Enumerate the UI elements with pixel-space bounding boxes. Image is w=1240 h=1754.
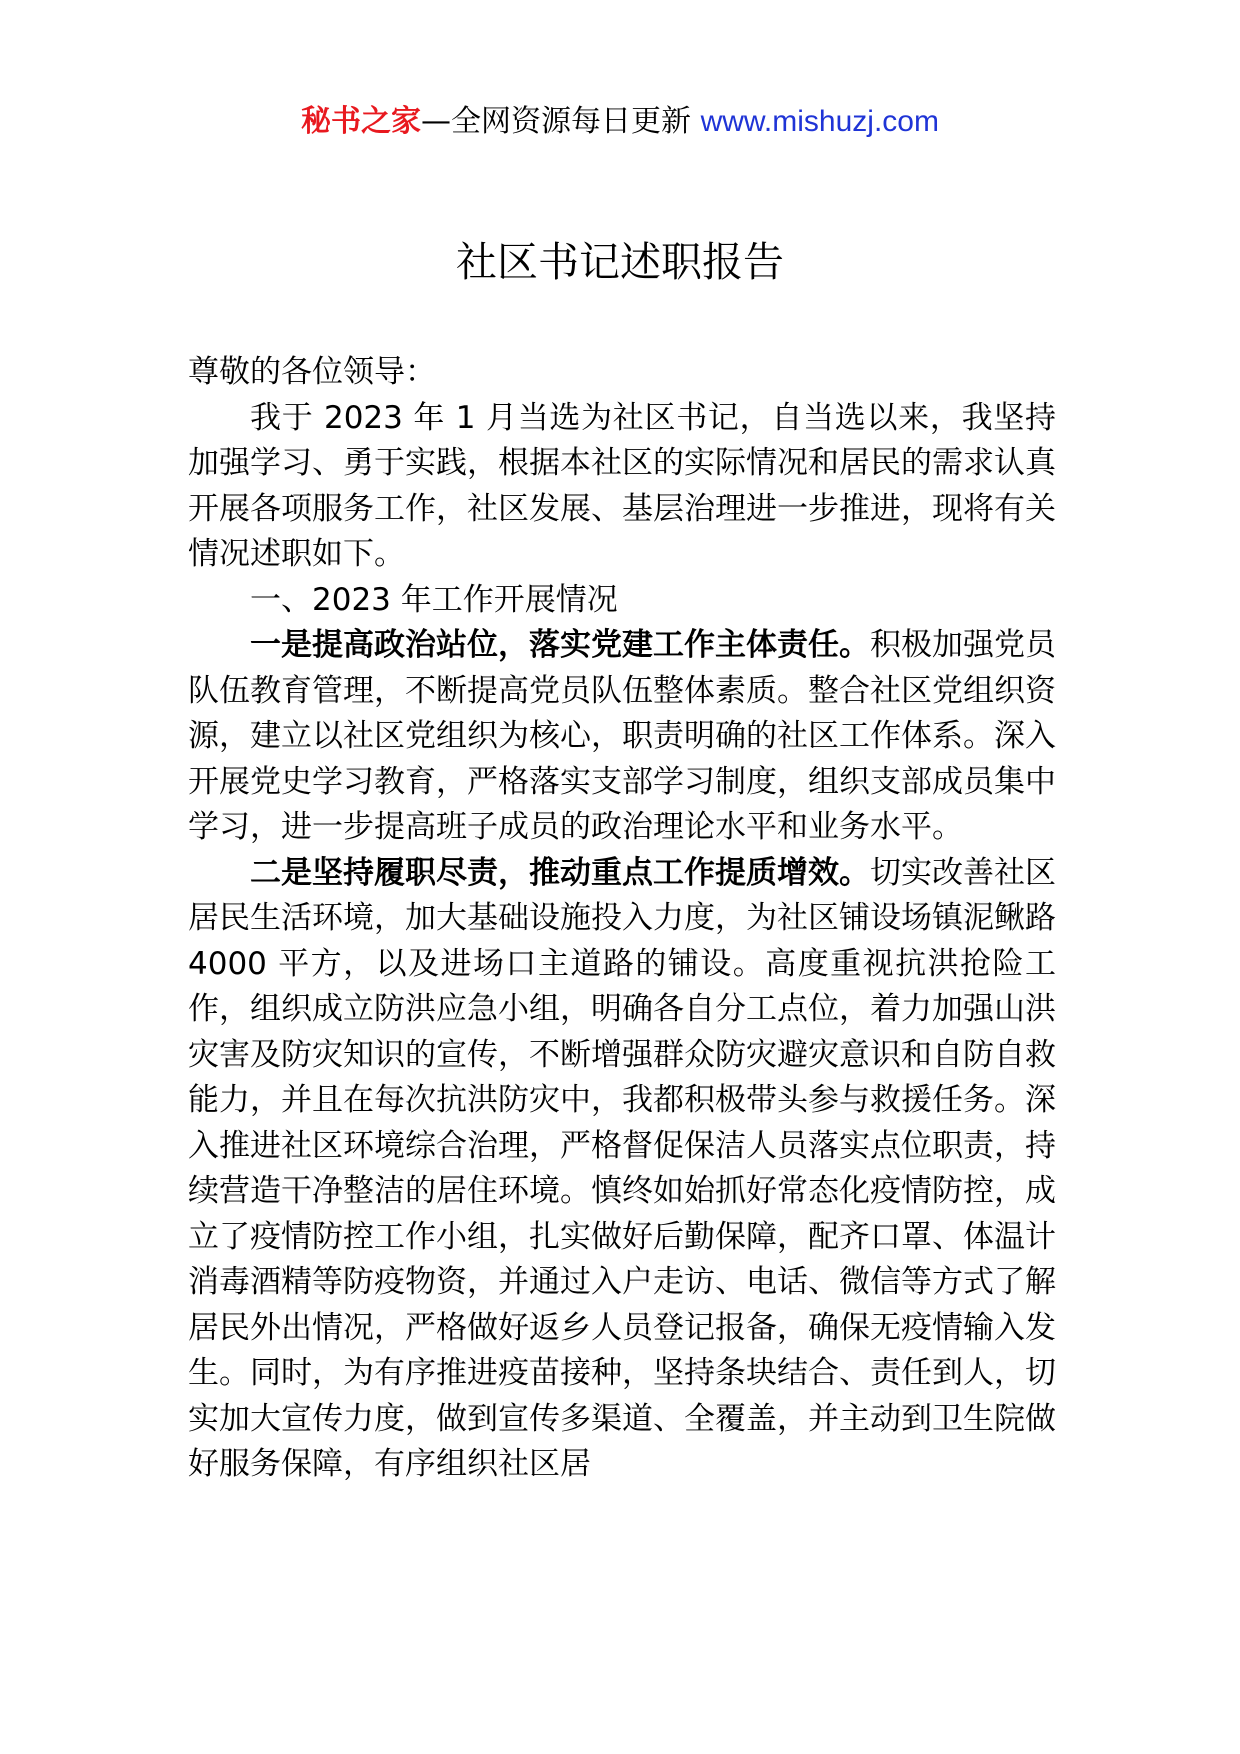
salutation: 尊敬的各位领导： — [188, 354, 436, 390]
intro-paragraph: 我于 2023 年 1 月当选为社区书记，自当选以来，我坚持加强学习、勇于实践，根据本社区的实际情况和居民的需求认真开展各项服务工作，社区发展、基层治理进一步推进，现将有关情况述职如下。 — [188, 399, 1056, 572]
section-heading: 一、2023 年工作开展情况 — [250, 581, 618, 618]
site-url-link[interactable]: www.mishuzj.com — [700, 105, 939, 138]
document-body — [188, 350, 1056, 1488]
site-header — [0, 100, 1240, 144]
point-two-paragraph — [188, 851, 1056, 1488]
brand-name: 秘书之家 — [301, 104, 422, 139]
point-one-lead: 一是提高政治站位，落实党建工作主体责任。 — [250, 627, 870, 663]
document-title: 社区书记述职报告 — [456, 238, 784, 286]
point-two-lead: 二是坚持履职尽责，推动重点工作提质增效。 — [250, 854, 870, 891]
point-one-paragraph — [188, 623, 1056, 851]
point-one-body: 积极加强党员队伍教育管理，不断提高党员队伍整体素质。整合社区党组织资源，建立以社区党组织为核心，职责明确的社区工作体系。深入开展党史学习教育，严格落实支部学习制度，组织支部成员集中学习，进一步提高班子成员的政治理论水平和业务水平。 — [188, 627, 1056, 845]
header-slogan: —全网资源每日更新 — [421, 104, 701, 139]
point-two-body: 切实改善社区居民生活环境，加大基础设施投入力度，为社区铺设场镇泥鳅路 4000 平方，以及进场口主道路的铺设。高度重视抗洪抢险工作，组织成立防洪应急小组，明确各自分工点位，着力加强山洪灾害及防灾知识的宣传，不断增强群众防灾避灾意识和自防自救能力，并且在每次抗洪防灾中，我都积极带头参与救援任务。深入推进社区环境综合治理，严格督促保洁人员落实点位职责，持续营造干净整洁的居住环境。慎终如始抓好常态化疫情防控，成立了疫情防控工作小组，扎实做好后勤保障，配齐口罩、体温计消毒酒精等防疫物资，并通过入户走访、电话、微信等方式了解居民外出情况，严格做好返乡人员登记报备，确保无疫情输入发生。同时，为有序推进疫苗接种，坚持条块结合、责任到人，切实加大宣传力度，做到宣传多渠道、全覆盖，并主动到卫生院做好服务保障，有序组织社区居 — [188, 854, 1056, 1482]
